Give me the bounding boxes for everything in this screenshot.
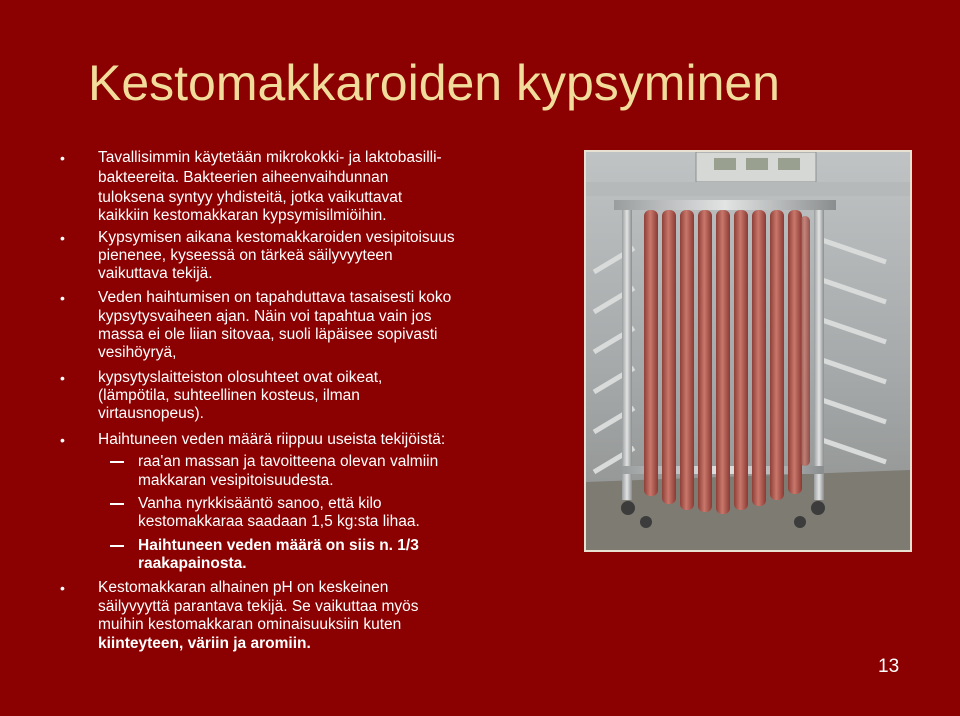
text-line: Veden haihtumisen on tapahduttava tasaisesti koko [98, 289, 452, 306]
bullet-icon: • [60, 370, 65, 386]
text-line: Kestomakkaran alhainen pH on keskeinen [98, 579, 389, 596]
text-line: Haihtuneen veden määrä riippuu useista tekijöistä: [98, 431, 446, 448]
text-line: Tavallisimmin käytetään mikrokokki- ja laktobasilli- [98, 149, 442, 166]
text-line: kypsytyslaitteiston olosuhteet ovat oikeat, [98, 369, 383, 386]
text-line: kypsytysvaiheen ajan. Näin voi tapahtua vain jos [98, 308, 432, 325]
text-line: pienenee, kyseessä on tärkeä säilyvyyteen [98, 247, 393, 264]
text-line: säilyvyyttä parantava tekijä. Se vaikuttaa myös [98, 598, 419, 615]
text-line: bakteereita. Bakteerien aiheenvaihdunnan [98, 169, 389, 186]
text-line: vaikuttava tekijä. [98, 265, 213, 282]
text-line: vesihöyryä, [98, 344, 177, 361]
text-line: virtausnopeus). [98, 405, 204, 422]
text-line: Vanha nyrkkisääntö sanoo, että kilo [138, 495, 382, 512]
bullet-icon: • [60, 432, 65, 448]
bullet-icon: • [60, 230, 65, 246]
bullet-icon: • [60, 150, 65, 166]
text-line: tuloksena syntyy yhdisteitä, jotka vaikuttavat [98, 189, 403, 206]
dash-icon [110, 545, 124, 547]
sausage-rack-illustration [586, 152, 910, 550]
bullet-icon: • [60, 580, 65, 596]
text-line: massa ei ole liian sitovaa, suoli läpäisee sopivasti [98, 326, 438, 343]
slide-title: Kestomakkaroiden kypsyminen [88, 55, 780, 111]
text-line: raakapainosta. [138, 555, 247, 572]
text-line: kestomakkaraa saadaan 1,5 kg:sta lihaa. [138, 513, 420, 530]
text-line: Kypsymisen aikana kestomakkaroiden vesipitoisuus [98, 229, 455, 246]
text-line: (lämpötila, suhteellinen kosteus, ilman [98, 387, 360, 404]
text-line: raa'an massan ja tavoitteena olevan valmiin [138, 453, 439, 470]
text-line: makkaran vesipitoisuudesta. [138, 472, 334, 489]
dash-icon [110, 461, 124, 463]
text-line: Haihtuneen veden määrä on siis n. 1/3 [138, 537, 419, 554]
text-line: muihin kestomakkaran ominaisuuksiin kuten [98, 616, 402, 633]
sausage-rack-photo [584, 150, 912, 552]
dash-icon [110, 503, 124, 505]
page-number: 13 [878, 656, 900, 677]
bullet-icon: • [60, 290, 65, 306]
text-line: kaikkiin kestomakkaran kypsymisilmiöihin. [98, 207, 387, 224]
text-line: kiinteyteen, väriin ja aromiin. [98, 635, 311, 652]
